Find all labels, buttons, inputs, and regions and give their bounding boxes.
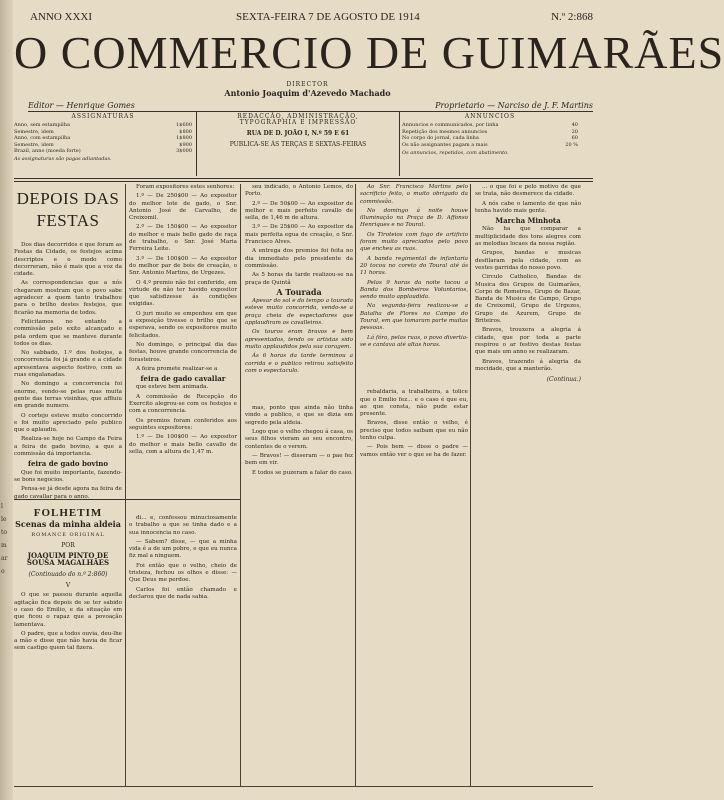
chapter-number: V (65, 582, 71, 590)
paragraph: Realiza-se hoje no Campo da Feira a feira de gado bovino, a que a commissão dá importancia. (14, 436, 122, 458)
paragraph: 3.º — De 25$00 — Ao expositor da mais perfeita egua de creação, o Snr. Francisco Alves. (245, 224, 353, 246)
advert-rate-row: Os não assignantes pagam a mais 20 % (402, 141, 578, 148)
paragraph: Circulo Catholico, Bandas de Musica dos Grupos de Guimarães, Corpo de Romeiros, Grupo de Bazar, Banda de Musica de Campo, Grupo de Creixomil, Grupo de Urgezes, Grupo de Azurem, Grupo de Briteiros. (475, 274, 581, 325)
continued-note: (Continua.) (546, 376, 581, 384)
paragraph: Lá fóra, pelas ruas, o povo divertia-se e cantava até altas horas. (360, 334, 468, 348)
subscriptions-box (14, 112, 192, 176)
paragraph: Na segunda-feira realizou-se a Batalha de Flores no Campo do Toural, em que tomaram parte muitas pessoas. (360, 303, 468, 332)
issue-number: N.º 2:868 (551, 11, 593, 23)
paragraph: No sabbado, 1.º dos festejos, a concorrencia foi já grande e a cidade apresentava aspecto festivo, com as ruas engalanadas. (14, 350, 122, 379)
publication-days: PUBLICA-SE ÁS TERÇAS E SEXTAS-FEIRAS (229, 141, 367, 149)
paragraph: Que foi muito importante, fazendo-se bons negocios. (14, 469, 122, 483)
paragraph: Logo que o velho chegou á casa, os seus filhos vieram ao seu encontro, contentes de o verem. (245, 429, 353, 450)
paragraph: Os Tiroteios com fogo de artificio foram muito apreciados pelo povo que encheu as ruas. (360, 231, 468, 253)
margin-marks: l le to m ar o (1, 503, 8, 575)
paragraph: Foi então que o velho, cheio de tristeza, fechou os olhos e disse: — Que Deus me perdoe. (129, 562, 237, 584)
paragraph: Ao Snr. Francisco Martins pelo sacrificio feito, o muito obrigado da commissão. (360, 184, 468, 205)
paragraph: Os premios foram conferidos aos seguintes expositores: (129, 417, 237, 431)
paragraph: Carlos foi então chamado e declarou que de nada sabia. (129, 586, 237, 600)
column-rule (355, 184, 356, 786)
subheading: A Tourada (276, 286, 322, 297)
paragraph: Apesar do sol e do tempo a tourada esteve muito concorrida, vendo-se a praça cheia de espectadores que applaudiram os cavalleiros. (245, 298, 353, 327)
binding-gutter (0, 0, 13, 800)
folhetim-por: POR (61, 541, 75, 549)
folhetim-column-1 (14, 502, 122, 786)
publisher-row (28, 101, 593, 112)
folhetim-title: Scenas da minha aldeia (15, 519, 121, 530)
paragraph: As 5 horas da tarde realizou-se na praça de Quintã (245, 272, 353, 286)
paragraph: Bravos, trouxera a alegria á cidade, que por toda a parte respirou o ar festivo destas festas que mais um anno se realizaram. (475, 327, 581, 356)
office-heading: REDACÇÃO, ADMINISTRAÇÃO, TYPOGRAPHIA E IMPRESSÃO (237, 113, 359, 127)
folhetim-label: FOLHETIM (33, 507, 103, 519)
advertising-box (402, 112, 578, 176)
paragraph: Pensa-se já desde agora na feira de gado cavallar para o anno. (14, 486, 122, 500)
paragraph: 1.º — De 100$00 — Ao expositor do melhor e mais bello cavallo de sella, com a altura de 1,47 m. (129, 434, 237, 455)
advert-rate-row: No corpo do jornal, cada linha 60 (402, 135, 578, 142)
column-2 (129, 184, 237, 496)
paragraph: — Pois bem — disse o padre — vamos então ver o que se ha de fazer. (360, 444, 468, 458)
subheading: feira de gado bovino (27, 459, 109, 469)
paragraph: O padre, que a todos ouvia, deu-lhe a mão e disse que não havia de ficar sem castigo quem tal fizera. (14, 630, 122, 652)
paragraph: As correspondencias que a nós chegaram mostram que o povo sabe agradecer a quem tanto trabalhou para o brilho destes festejos, que ficarão na memoria de todos. (14, 280, 122, 316)
column-rule (125, 184, 126, 786)
paragraph: No domingo a concorrencia foi enorme, vendo-se pelas ruas muita gente das terras visinhas, que affluiu em grande numero. (14, 381, 122, 410)
column-rule (240, 184, 241, 786)
paragraph: Foram expositores estes senhores: (136, 184, 235, 190)
paragraph: E todos se puzeram a falar do caso. (252, 469, 353, 476)
paragraph: Os touros eram bravos e bem apresentados, tendo os artistas sido muito applaudidos pela sua coragem. (245, 329, 353, 350)
paragraph: seu indicado, o Antonio Lemos, do Porto. (245, 184, 353, 198)
paragraph: O cortejo esteve muito concorrido e foi muito apreciado pelo publico que o aplaudiu. (14, 412, 122, 434)
column-1 (14, 184, 122, 500)
folhetim-author: JOAQUIM PINTO DE SOUSA MAGALHÃES (26, 551, 110, 568)
owner: Proprietario — Narciso de J. F. Martins (435, 101, 593, 110)
paragraph: Não ha que comparar a multiplicidade dos tons alegres com as melodias locaes da nossa região. (475, 226, 581, 248)
paragraph: Grupos, bandas e musicas desfilaram pela cidade, com as vestes garridas do nosso povo. (475, 250, 581, 271)
paragraph: O juri muito se empenhou em que a exposição tivesse o brilho que se esperava, sendo os expositores muito felicitados. (129, 310, 237, 339)
newspaper-title: O COMMERCIO DE GUIMARÃES (14, 27, 724, 78)
paragraph: No domingo á noite houve illuminação na Praça de D. Affonso Henriques e no Toural. (360, 207, 468, 229)
paragraph: mas, ponto que ainda não tinha vindo a publico, e que se dizia em segredo pela aldeia. (245, 405, 353, 426)
editorial-office-box (196, 112, 400, 176)
paragraph: ... o que foi e pelo motivo de que se trata, não desmerece da cidade. (475, 184, 581, 198)
subheading: Marcha Minhota (495, 216, 561, 226)
subscriptions-heading: ASSIGNATURAS (71, 113, 135, 120)
advert-rate-row: Annuncios e communicados, por linha 40 (402, 122, 578, 129)
director-label: DIRECTOR (286, 81, 329, 88)
column-5 (475, 184, 581, 784)
year: ANNO XXXI (30, 11, 93, 23)
advertising-heading: ANNUNCIOS (464, 113, 516, 120)
paragraph: Felicitamos no entanto a commissão pelo exito alcançado e pela ordem que se manteve durante todos os dias. (14, 318, 122, 347)
director-name: Antonio Joaquim d'Azevedo Machado (224, 88, 391, 98)
paragraph: 3.º — De 100$00 — Ao expositor do melhor par de bois de creação, o Snr. Antonio Martins, de Urgezes. (129, 255, 237, 277)
subscription-row: Semestre, idem $900 (14, 141, 192, 148)
editor: Editor — Henrique Gomes (28, 101, 135, 110)
subscription-row: Anno, sem estampilha 1$600 (14, 122, 192, 129)
paragraph: Pelas 9 horas da noite tocou a Banda dos Bombeiros Voluntarios, sendo muito applaudida. (360, 279, 468, 301)
folhetim-subtitle: ROMANCE ORIGINAL (31, 531, 105, 538)
folhetim-continued: (Continuado do n.º 2:860) (28, 570, 108, 578)
subscription-row: Semestre, idem $800 (14, 128, 192, 135)
folhetim-rule (14, 499, 240, 500)
dateline (30, 11, 593, 23)
advertising-note: Os annuncios, repetidos, com abatimento. (402, 150, 509, 157)
paragraph: Dos dias decorridos e que foram as Festas da Cidade, os festejos acima descriptos e o modo como decorreram, não é mais que a voz da cidade. (14, 242, 122, 278)
bottom-rule (14, 786, 593, 787)
paragraph: A entrega dos premios foi feita no dia immediato pelo presidente da commissão. (245, 248, 353, 269)
paragraph: O 4.º premio não foi conferido, em virtude de não ter havido expositor que satisfizesse ás condições exigidas. (129, 279, 237, 308)
paragraph: Bravos, disse então o velho, é preciso que todos saibam que eu não tenho culpa. (360, 420, 468, 442)
paragraph: No domingo, o principal dia das festas, houve grande concorrencia de forasteiros. (129, 341, 237, 363)
masthead-rule (14, 178, 593, 182)
folhetim-column-2 (129, 515, 237, 786)
paragraph: 2.º — De 150$00 — Ao expositor do melhor e mais bello gado de raça de trabalho, o Snr. José Maria Ferreira Leite. (129, 224, 237, 253)
paragraph: 2.º — De 50$00 — Ao expositor de melhor e mais perfeito cavallo de sella, de 1,46 m de altura. (245, 200, 353, 222)
paragraph: A nós cabe o lamento de que não tenha havido mais gente. (475, 200, 581, 214)
paragraph: — Sabem? disse, — que a minha vida é a de um pobre, e que eu nunca fiz mal a ninguem. (129, 538, 237, 560)
paragraph: A banda regimental de infantaria 20 tocou no coreto do Toural até ás 11 horas. (360, 255, 468, 277)
issue-date: SEXTA-FEIRA 7 DE AGOSTO DE 1914 (236, 11, 420, 23)
paragraph: rebaldaria, a trabalheira, a tolice que o Emilio fez... e o caso é que eu, ao que consta, não pude estar presente. (360, 389, 468, 418)
paragraph: — Bravos! — disseram — o pae fez bem em vir. (245, 452, 353, 467)
subscription-row: Brazil, anno (moeda forte) 3$000 (14, 148, 192, 155)
column-rule (470, 184, 471, 786)
paragraph: 1.º — De 250$00 — Ao expositor do melhor lote de gado, o Snr. Antonio José de Carvalho, de Creixomil. (129, 193, 237, 222)
advert-rate-row: Repetição dos mesmos annuncios 20 (402, 128, 578, 135)
subscription-note: As assignaturas são pagas adiantadas. (14, 156, 112, 163)
subscription-row: Anno, com estampilha 1$800 (14, 135, 192, 142)
paragraph: que esteve bem animada. (136, 384, 209, 391)
paragraph: Ás 6 horas da tarde terminou a corrida e o publico retirou satisfeito com o espectaculo. (245, 353, 353, 374)
paragraph: A feira promete realizar-se a (136, 365, 218, 372)
column-3 (245, 184, 353, 784)
office-address: RUA DE D. JOÃO I, N.º 59 E 61 (246, 129, 350, 137)
paragraph: di... e, confessou minuciosamente o trabalho a que se tinha dado e a sua innocencia no caso. (129, 515, 237, 536)
paragraph: O que se passou durante aquella agitação fica depois de se ter sabido o caso do Emilio, e da situação em que ficou o rapaz que a povoação lamentava. (14, 592, 122, 628)
paragraph: Bravos, trazendo á alegria da mocidade, que a manterão. (475, 358, 581, 372)
paragraph: A commissão de Recepção do Exercito alegrou-se com os festejos e com a concorrencia. (129, 393, 237, 415)
column-4 (360, 184, 468, 784)
article-headline: DEPOIS DAS FESTAS (16, 189, 120, 230)
subheading: feira de gado cavallar (140, 374, 226, 384)
